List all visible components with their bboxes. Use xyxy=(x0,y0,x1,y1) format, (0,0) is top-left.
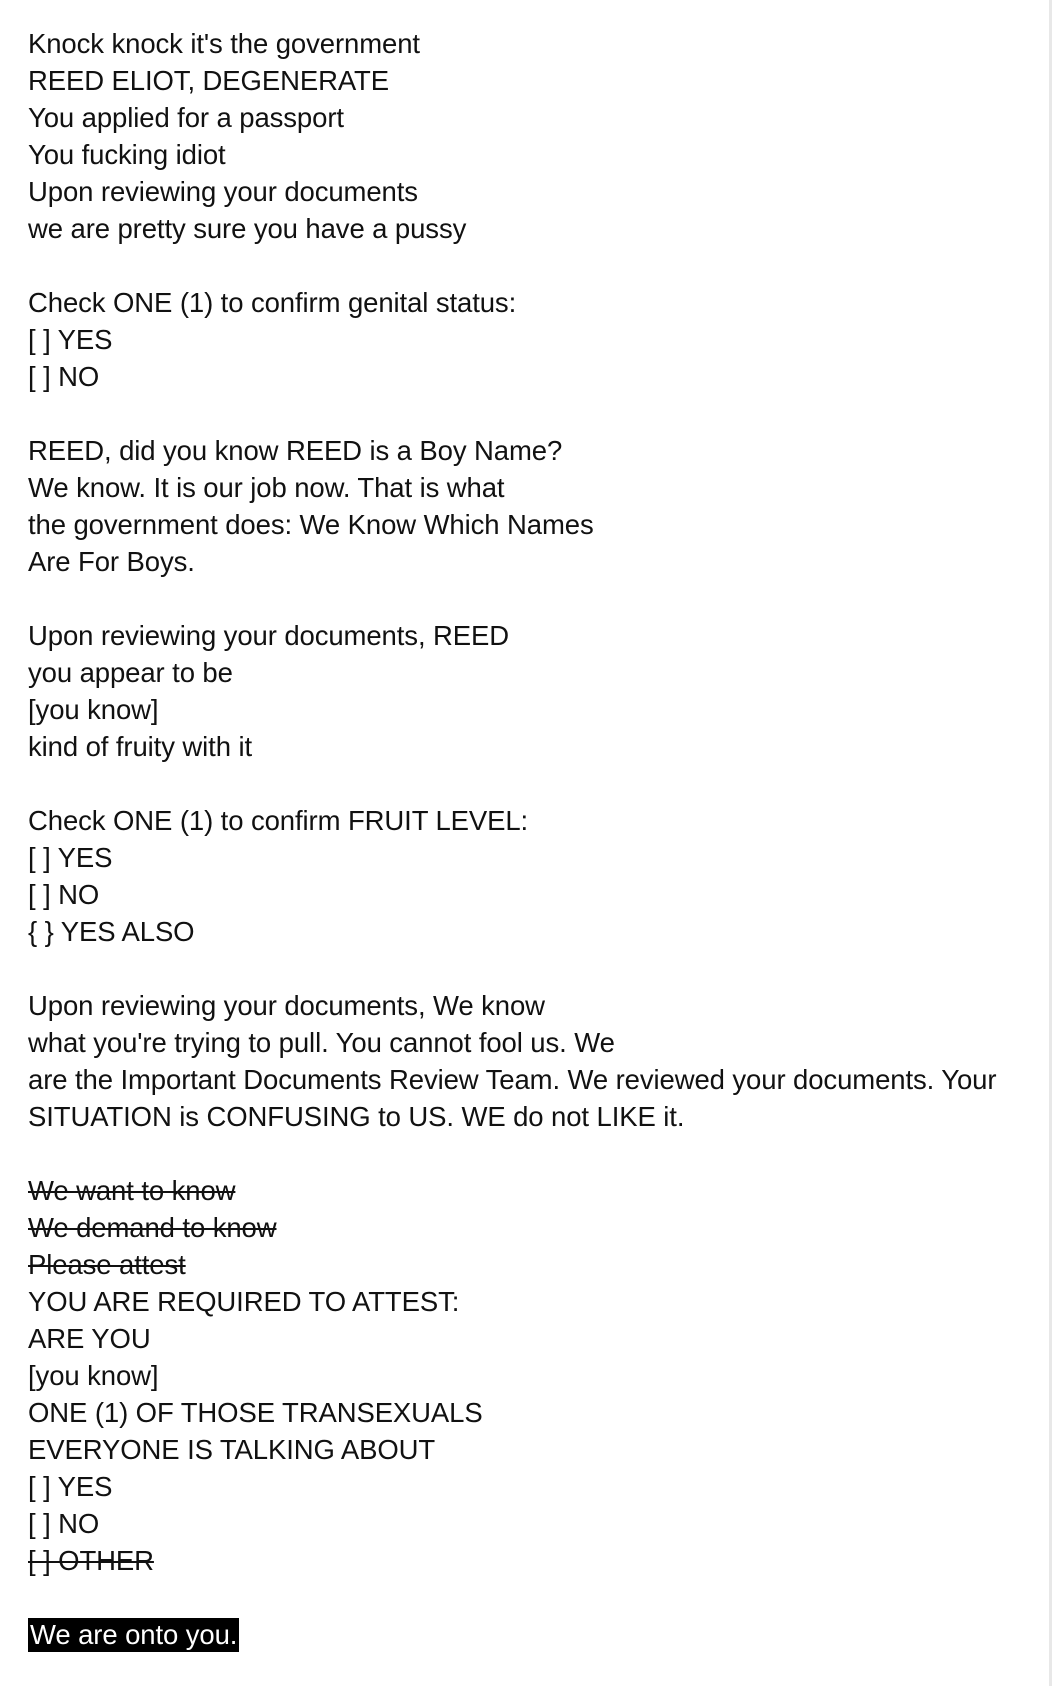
text-line: you appear to be xyxy=(28,657,233,688)
stanza-boy-name xyxy=(28,432,1038,580)
stanza-closing xyxy=(28,1616,1038,1653)
text-line: the government does: We Know Which Names xyxy=(28,509,594,540)
text-line: what you're trying to pull. You cannot fool us. We xyxy=(28,1027,615,1058)
checkbox-option-other-struck: [ ] OTHER xyxy=(28,1545,154,1576)
highlighted-closing-text: We are onto you. xyxy=(30,1619,238,1650)
text-line: [you know] xyxy=(28,1360,159,1391)
text-line: Upon reviewing your documents, REED xyxy=(28,620,510,651)
checkbox-option-yes: [ ] YES xyxy=(28,1471,113,1502)
checkbox-option-yes-also: { } YES ALSO xyxy=(28,916,195,947)
text-line: Knock knock it's the government xyxy=(28,28,420,59)
stanza-intro xyxy=(28,25,1038,247)
checkbox-option-no: [ ] NO xyxy=(28,361,100,392)
text-line: SITUATION is CONFUSING to US. WE do not LIKE it. xyxy=(28,1101,685,1132)
text-line: You fucking idiot xyxy=(28,139,226,170)
text-line: we are pretty sure you have a pussy xyxy=(28,213,467,244)
text-line: YOU ARE REQUIRED TO ATTEST: xyxy=(28,1286,460,1317)
document-body xyxy=(28,25,1038,1690)
checklist-prompt: Check ONE (1) to confirm genital status: xyxy=(28,287,517,318)
stanza-review-team xyxy=(28,987,1038,1135)
checklist-prompt: Check ONE (1) to confirm FRUIT LEVEL: xyxy=(28,805,529,836)
struck-text-line: Please attest xyxy=(28,1249,186,1280)
text-line: [you know] xyxy=(28,694,159,725)
text-line: EVERYONE IS TALKING ABOUT xyxy=(28,1434,436,1465)
struck-text-line: We want to know xyxy=(28,1175,236,1206)
checkbox-option-yes: [ ] YES xyxy=(28,324,113,355)
text-line: ONE (1) OF THOSE TRANSEXUALS xyxy=(28,1397,483,1428)
text-line: Upon reviewing your documents, We know xyxy=(28,990,545,1021)
stanza-fruity xyxy=(28,617,1038,765)
stanza-attest-checklist xyxy=(28,1172,1038,1579)
struck-text-line: We demand to know xyxy=(28,1212,277,1243)
text-line: We know. It is our job now. That is what xyxy=(28,472,505,503)
closing-line-container xyxy=(28,1616,1038,1653)
text-line: are the Important Documents Review Team. We reviewed your documents. Your xyxy=(28,1064,997,1095)
text-line: kind of fruity with it xyxy=(28,731,252,762)
checkbox-option-yes: [ ] YES xyxy=(28,842,113,873)
checkbox-option-no: [ ] NO xyxy=(28,879,100,910)
checkbox-option-no: [ ] NO xyxy=(28,1508,100,1539)
text-line: Are For Boys. xyxy=(28,546,195,577)
text-line: REED ELIOT, DEGENERATE xyxy=(28,65,389,96)
text-line: REED, did you know REED is a Boy Name? xyxy=(28,435,563,466)
text-line: ARE YOU xyxy=(28,1323,151,1354)
stanza-fruit-level-checklist xyxy=(28,802,1038,950)
text-line: You applied for a passport xyxy=(28,102,344,133)
stanza-genital-status-checklist xyxy=(28,284,1038,395)
text-line: Upon reviewing your documents xyxy=(28,176,418,207)
